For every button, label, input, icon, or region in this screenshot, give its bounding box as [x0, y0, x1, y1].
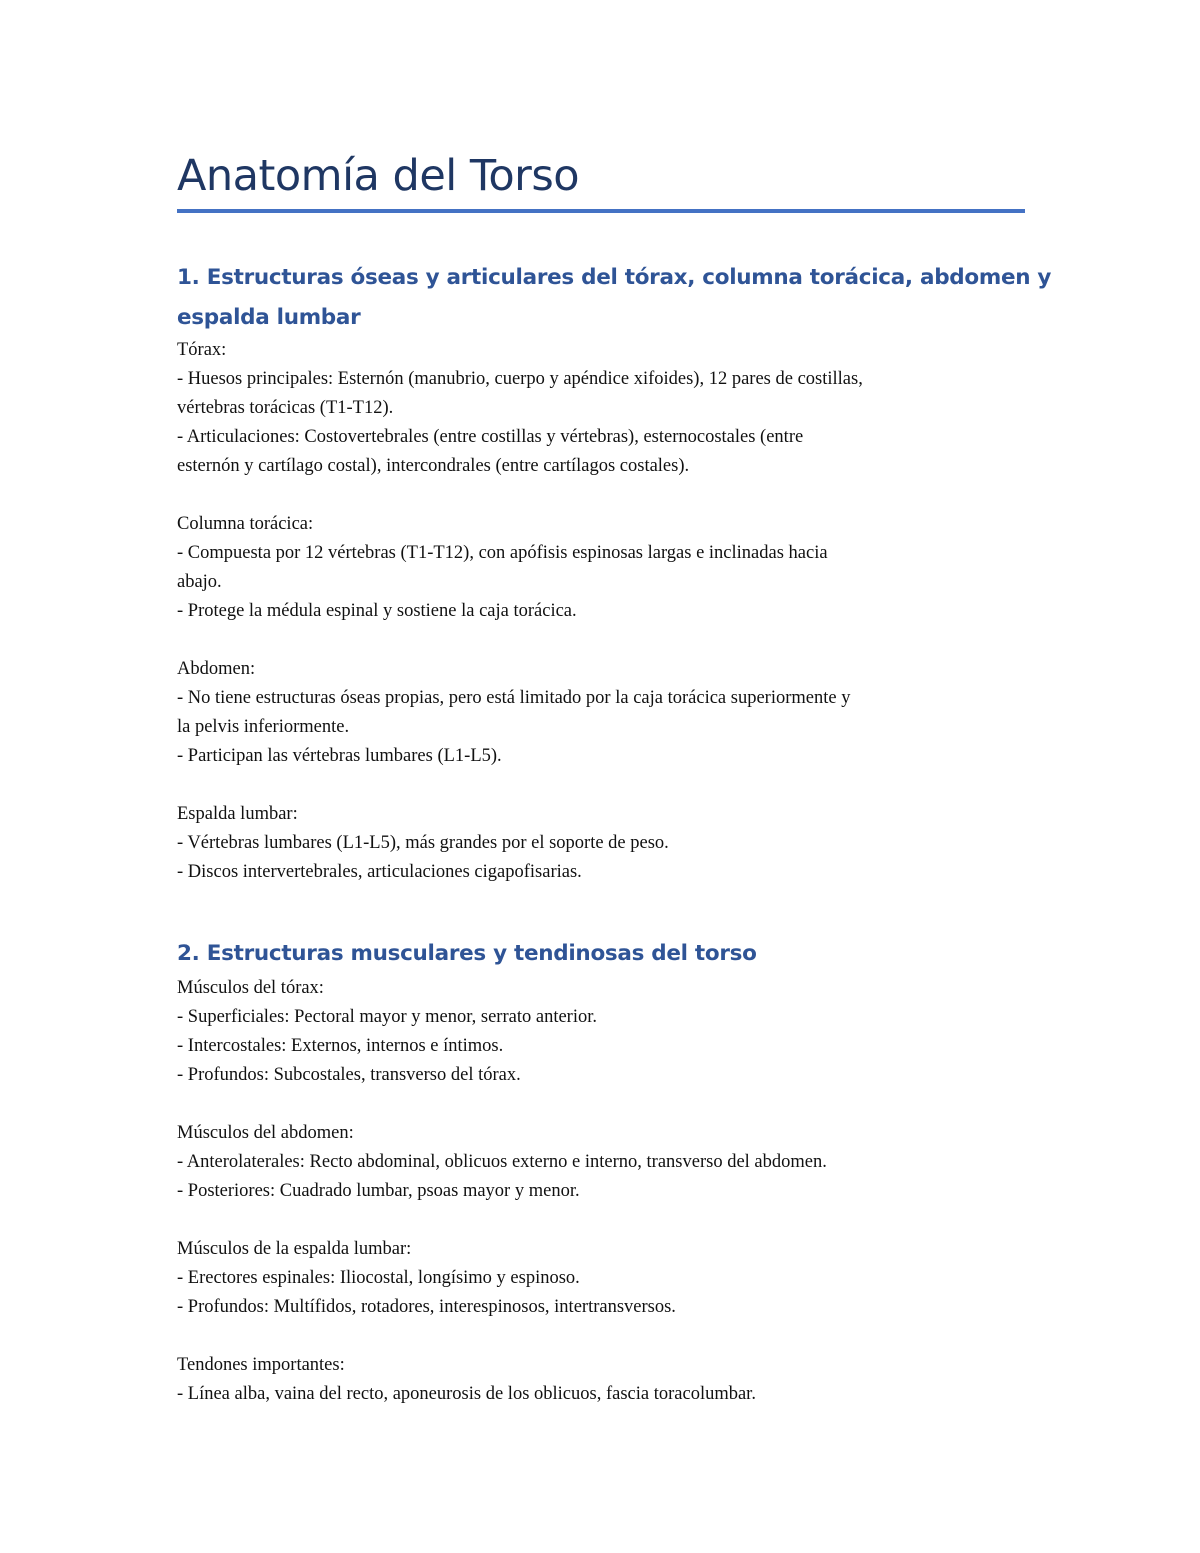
musculos-abdomen-line1: - Anterolaterales: Recto abdominal, oblicuos externo e interno, transverso del abdomen. — [177, 1152, 827, 1172]
musculos-lumbar-label: Músculos de la espalda lumbar: — [177, 1239, 412, 1259]
columna-line2: abajo. — [177, 572, 222, 592]
columna-line3: - Protege la médula espinal y sostiene la caja torácica. — [177, 601, 577, 621]
abdomen-line2: la pelvis inferiormente. — [177, 717, 350, 737]
page-title: Anatomía del Torso — [177, 151, 580, 201]
section1-heading-line1: 1. Estructuras óseas y articulares del tórax, columna torácica, abdomen y — [177, 265, 1052, 290]
section2-body — [177, 974, 1025, 1409]
tendones-label: Tendones importantes: — [177, 1355, 345, 1375]
musculos-abdomen-line2: - Posteriores: Cuadrado lumbar, psoas mayor y menor. — [177, 1181, 580, 1201]
paragraph-gap — [177, 1206, 1025, 1235]
torax-label: Tórax: — [177, 340, 227, 360]
musculos-torax-line3: - Profundos: Subcostales, transverso del tórax. — [177, 1065, 521, 1085]
tendones-line1: - Línea alba, vaina del recto, aponeurosis de los oblicuos, fascia toracolumbar. — [177, 1384, 756, 1404]
paragraph-gap — [177, 1322, 1025, 1351]
paragraph-gap — [177, 481, 1025, 510]
musculos-torax-line1: - Superficiales: Pectoral mayor y menor, serrato anterior. — [177, 1007, 597, 1027]
paragraph-gap — [177, 626, 1025, 655]
musculos-lumbar-line2: - Profundos: Multífidos, rotadores, interespinosos, intertransversos. — [177, 1297, 676, 1317]
musculos-torax-label: Músculos del tórax: — [177, 978, 324, 998]
section1-body — [177, 336, 1025, 887]
lumbar-line2: - Discos intervertebrales, articulaciones cigapofisarias. — [177, 862, 582, 882]
musculos-abdomen-label: Músculos del abdomen: — [177, 1123, 354, 1143]
abdomen-line3: - Participan las vértebras lumbares (L1-L5). — [177, 746, 502, 766]
abdomen-line1: - No tiene estructuras óseas propias, pero está limitado por la caja torácica superiormente y — [177, 688, 851, 708]
columna-label: Columna torácica: — [177, 514, 314, 534]
abdomen-label: Abdomen: — [177, 659, 256, 679]
torax-line4: esternón y cartílago costal), intercondrales (entre cartílagos costales). — [177, 456, 690, 476]
paragraph-gap — [177, 1090, 1025, 1119]
section1-heading — [177, 258, 1052, 338]
torax-line3: - Articulaciones: Costovertebrales (entre costillas y vértebras), esternocostales (entre — [177, 427, 804, 447]
lumbar-label: Espalda lumbar: — [177, 804, 298, 824]
musculos-lumbar-line1: - Erectores espinales: Iliocostal, longísimo y espinoso. — [177, 1268, 580, 1288]
musculos-torax-line2: - Intercostales: Externos, internos e íntimos. — [177, 1036, 504, 1056]
torax-line1: - Huesos principales: Esternón (manubrio, cuerpo y apéndice xifoides), 12 pares de costillas, — [177, 369, 863, 389]
lumbar-line1: - Vértebras lumbares (L1-L5), más grandes por el soporte de peso. — [177, 833, 669, 853]
section1-heading-line2: espalda lumbar — [177, 305, 361, 330]
paragraph-gap — [177, 771, 1025, 800]
title-underline — [177, 209, 1025, 213]
torax-line2: vértebras torácicas (T1-T12). — [177, 398, 394, 418]
columna-line1: - Compuesta por 12 vértebras (T1-T12), con apófisis espinosas largas e inclinadas hacia — [177, 543, 828, 563]
section2-heading: 2. Estructuras musculares y tendinosas del torso — [177, 941, 757, 966]
